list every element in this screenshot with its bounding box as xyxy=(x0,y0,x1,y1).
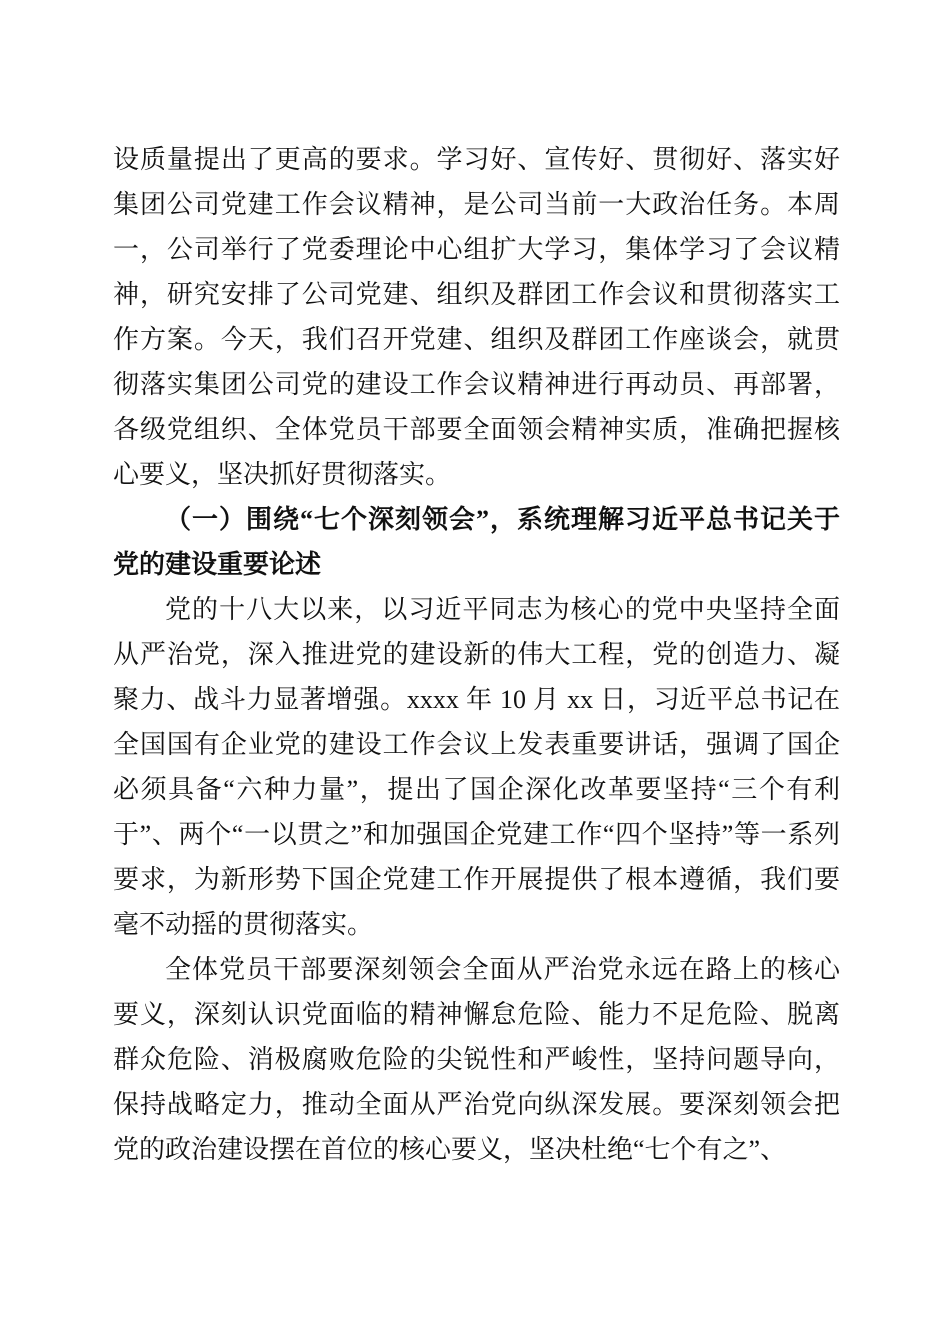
section-heading: （一）围绕“七个深刻领会”，系统理解习近平总书记关于党的建设重要论述 xyxy=(113,505,840,579)
body-paragraph: 全体党员干部要深刻领会全面从严治党永远在路上的核心要义，深刻认识党面临的精神懈怠危险、能力不足危险、脱离群众危险、消极腐败危险的尖锐性和严峻性，坚持问题导向，保持战略定力，推动全面从严治党向纵深发展。要深刻领会把党的政治建设摆在首位的核心要义，坚决杜绝“七个有之”、 xyxy=(113,955,840,1164)
body-paragraph: 党的十八大以来，以习近平同志为核心的党中央坚持全面从严治党，深入推进党的建设新的伟大工程，党的创造力、凝聚力、战斗力显著增强。xxxx 年 10 月 xx 日，习近平总书记在全国国有企业党的建设工作会议上发表重要讲话，强调了国企必须具备“六种力量”，提出了国企深化改革要坚持“三个有利于”、两个“一以贯之”和加强国企党建工作“四个坚持”等一系列要求，为新形势下国企党建工作开展提供了根本遵循，我们要毫不动摇的贯彻落实。 xyxy=(113,595,840,939)
body-paragraph: 设质量提出了更高的要求。学习好、宣传好、贯彻好、落实好集团公司党建工作会议精神，是公司当前一大政治任务。本周一，公司举行了党委理论中心组扩大学习，集体学习了会议精神，研究安排了公司党建、组织及群团工作会议和贯彻落实工作方案。今天，我们召开党建、组织及群团工作座谈会，就贯彻落实集团公司党的建设工作会议精神进行再动员、再部署，各级党组织、全体党员干部要全面领会精神实质，准确把握核心要义，坚决抓好贯彻落实。 xyxy=(113,145,840,489)
document-body xyxy=(113,137,840,1172)
